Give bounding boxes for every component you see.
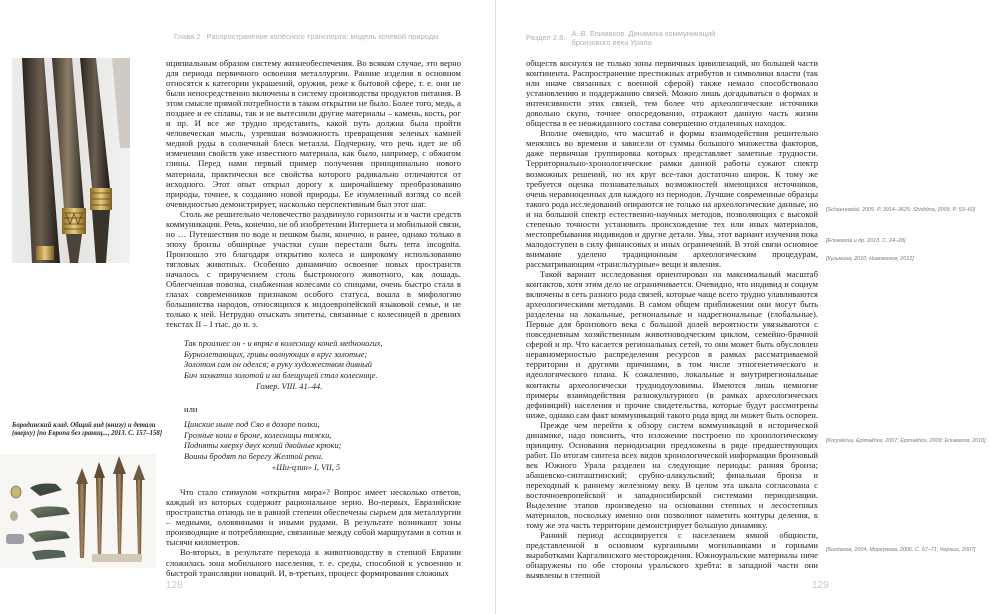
verse-line: Грозные кони в броне, колесницы тяжки,	[184, 430, 332, 440]
hoard-detail-photo	[12, 58, 130, 263]
margin-note: [Кузьмина, 2010; Новоженов, 2012]	[826, 256, 914, 262]
verse-line: Воины бродят по берегу Желтой реки.	[184, 452, 323, 462]
paragraph-1: нципиальным образом систему жизнеобеспечения. Во всяком случае, это верно для периода первичного освоения металлургии. Ранние изделия в основном относятся к категории украшений, оружия, реже к бытовой сфере, т. е. они не были непосредственно включены в систему производства продуктов питания. В этом смысле прямой потребности в таком открытии не было. Более того, медь, а позднее и ее сплавы, так и не вытеснили другие материалы – камень, кость, рог и пр. И все же трудно представить, какой путь должна была пройти человеческая мысль, узревшая возможность превращения зеленых камней медной руды в солнечный блеск металла. Подчеркну, что речь идет не об изменении свойств уже известного материала, как было, например, с обжигом глины. Перед нами первый пример получения принципиально нового материала, практически все свойства которого радикально отличаются от исходного. Этот опыт открыл дорогу к широчайшему преобразованию природы, точнее, к созданию новой природы. Ее изумленный взгляд со всей очевидностью демонстрирует, насколько перспективным был этот шаг.	[166, 58, 461, 209]
verse-line: Золотом сам он оделся; в руку художеством дивный	[184, 360, 372, 370]
section-title-line2: бронзового века Урала	[571, 38, 652, 47]
hoard-overview-photo	[0, 454, 156, 568]
homer-quote	[184, 339, 461, 392]
spearhead-detail-illustration	[12, 58, 130, 263]
chapter-label: Глава 2	[174, 32, 201, 41]
left-page	[0, 0, 495, 614]
paragraph-3: Что стало стимулом «открытия мира»? Вопрос имеет несколько ответов, каждый из которых содержит рациональное зерно. Во-первых, Евразийские пространства отнюдь не в равной степени обеспечены сырьем для металлургии – медными, оловянными и иными рудами. В результате возникают зоны производящие и потребляющие, связанные между собой маршрутами в сотни и тысячи километров.	[166, 487, 461, 548]
paragraph-5: Ранний период ассоциируется с населением ямной общности, представленной в основном курганными могильниками и горными выработками Каргалинского месторождения. Южноуральские материалы ниче обнаружены по обе стороны уральского хребта: в западной части они выявлены в степной	[526, 530, 818, 581]
paragraph-1: обществ коснулся не только зоны первичных цивилизаций, но большей части континента. Распространение престижных атрибутов и символики власти (так или иначе связанных с военной сферой) также немало способствовало установлению и поддержанию связей. Можно лишь догадываться о формах и интенсивности этих связей, тем более что археологические источники довольно скупо, точнее опосредованно, отражают данную часть жизни общества в ее неожиданного состава совершенно отдаленных находок.	[526, 58, 818, 129]
margin-note: [Епимахов и др. 2013. С. 24–28]	[826, 238, 906, 244]
left-body-text	[166, 58, 461, 578]
quote-source: «Ши-цзин» I, VII, 5	[272, 462, 341, 472]
margin-note: [Богданов, 2004; Моргунова, 2006. С. 67–71; Черных, 2007]	[826, 547, 976, 553]
quote-source: Гомер. VIII. 41–44.	[256, 381, 323, 391]
verse-line: Цинские ныне под Сяо в дозоре полки,	[184, 420, 320, 430]
margin-note: [Scheeresetal, 2009. P. 3914–3625; Shishlina, 2009. P. 53–60]	[826, 207, 976, 213]
verse-line: Бурнолетающих, гривы волнующих в круг золотые;	[184, 349, 368, 359]
right-running-head	[526, 29, 715, 47]
right-body-text	[526, 58, 818, 580]
verse-line: Бич захватил золотой и на блещущей стал колеснице.	[184, 371, 378, 381]
verse-line: Так произнес он - и впряг в колесницу коней медноногих,	[184, 339, 383, 349]
paragraph-4: Во-вторых, в результате перехода к животноводству в степной Евразии сложилась зона мобильного населения, т. е. среды, способной к усвоению и быстрой трансляции новаций. И, в-третьих, процесс формирования сложных	[166, 547, 461, 578]
shijing-quote	[184, 420, 461, 473]
section-label: Раздел 2.8.	[526, 33, 566, 42]
paragraph-2: Вполне очевидно, что масштаб и формы взаимодействия решительно менялись во времени и зависели от суммы большого множества факторов, даже первичная группировка которых представляет заметные трудности. Территориально-хронологические рамки данной работы сужают спектр возможных решений, но их круг все-таки достаточно широк. К тому же требуется оценка познавательных возможностей имеющихся источников, очень неравноценных для каждого из периодов. Лучшие современные образцы такого рода исследований опираются не только на археологические данные, но и на большой спектр естественно-научных методов, позволяющих с высокой степенью точности установить происхождение тех или иных материалов, местопребывания индивидов и другие детали. Увы, этот вариант изучения пока малодоступен в силу финансовых и иных ограничений. В этой связи основное внимание уделено традиционным археологическим процедурам, рассматривающим «трансльтурные» вещи и явления.	[526, 128, 818, 269]
hoard-objects-illustration	[0, 454, 156, 568]
paragraph-2: Столь же решительно человечество раздвинуло горизонты и в части средств коммуникации. Речь, конечно, не об изобретении Интернета и мобильной связи, но … Путешествия по воде и пешком были, конечно, и ранее, однако только в эпоху бронзы обширные участки суши перестали быть terra incognita. Произошло это благодаря открытию колеса и широкому использованию тягловых животных. Особенно динамично освоение новых пространств началось с приручением столь быстроногого животного, как лошадь. Облегченная повозка, снабженная колесами со спицами, очень быстро стала в глазах современников признаком особого статуса, вошла в мифологию большинства народов, относящихся к индоевропейской языковой семье, и не только к ней. Нетрудно отыскать эпитеты, связанные с колесницей в древних текстах II – I тыс. до н. э.	[166, 208, 461, 330]
paragraph-4: Прежде чем перейти к обзору систем коммуникаций в исторической динамике, надо пояснить, что изложение построено по хронологическому принципу. Основания периодизации предложены в ряде предшествующих работ. По итогам синтеза всех видов хронологической информации бронзовый век Южного Урала разделен на следующие периоды: ранняя бронза; абашевско-синташтинский; срубно-алакульский; финальная бронза и переходный к раннему железному веку. В целом эта шкала согласована с восточноевропейской и западносибирской системами периодизации. Выделение этапов произведено на основании степных и лесостепных материалов, поскольку именно они позволяют наметить контуры деления, к тому же эта часть территории демонстрирует большую динамику.	[526, 419, 818, 531]
author-name: А. В. Епимахов.	[571, 29, 627, 38]
right-page	[495, 0, 991, 614]
page-number-right: 129	[812, 580, 829, 591]
paragraph-3: Такой вариант исследования ориентирован на максимальный масштаб контактов, хотя этим дело не ограничивается. Очевидно, что индивид и социум включены в сеть разного рода связей, которые чаще всего трудно улавливаются археологическими методами. В самом общем приближении они могут быть разделены на локальные, региональные и надрегиональные (глобальные). Первые для бронзового века с большой долей вероятности увязываются с повседневным хозяйственным животноводческим циклом, семейно-брачной сферой и пр. Что касается региональных сетей, то они может быть обусловлен неравномерностью распределения ресурсов в рамках рассматриваемой территории и другими причинами, в том числе этногенетического и идеологического плана. К сожалению, локальные и внутрирегиональные контакты археологически труднодоуловимы. Имеются лишь немногие примеры взаимодействия разнокультурного (в рамках археологических дефиниций) населения и прочие свидетельства, которые будут рассмотрены ниже, однако сам факт коммуникаций такого рода вряд ли может быть оспорен.	[526, 268, 818, 420]
chapter-title: Распространение колёсного транспорта: модель кочевой природы	[206, 32, 439, 41]
left-running-head	[174, 32, 439, 41]
or-separator: или	[184, 404, 198, 415]
figure-caption: Бородинский клад. Общий вид (внизу) и детали (вверху) [по Европа без границ..., 2013. С. 157–158]	[12, 422, 163, 438]
page-number-left: 128	[166, 580, 183, 591]
section-title-line1: Динамика коммуникаций	[628, 29, 716, 38]
margin-note: [Koryakova, Epimakhov, 2007; Epimakhov, 2009; Епимахов, 2010]	[826, 438, 986, 444]
verse-line: Подняты кверху двух копий двойные крюки;	[184, 441, 342, 451]
